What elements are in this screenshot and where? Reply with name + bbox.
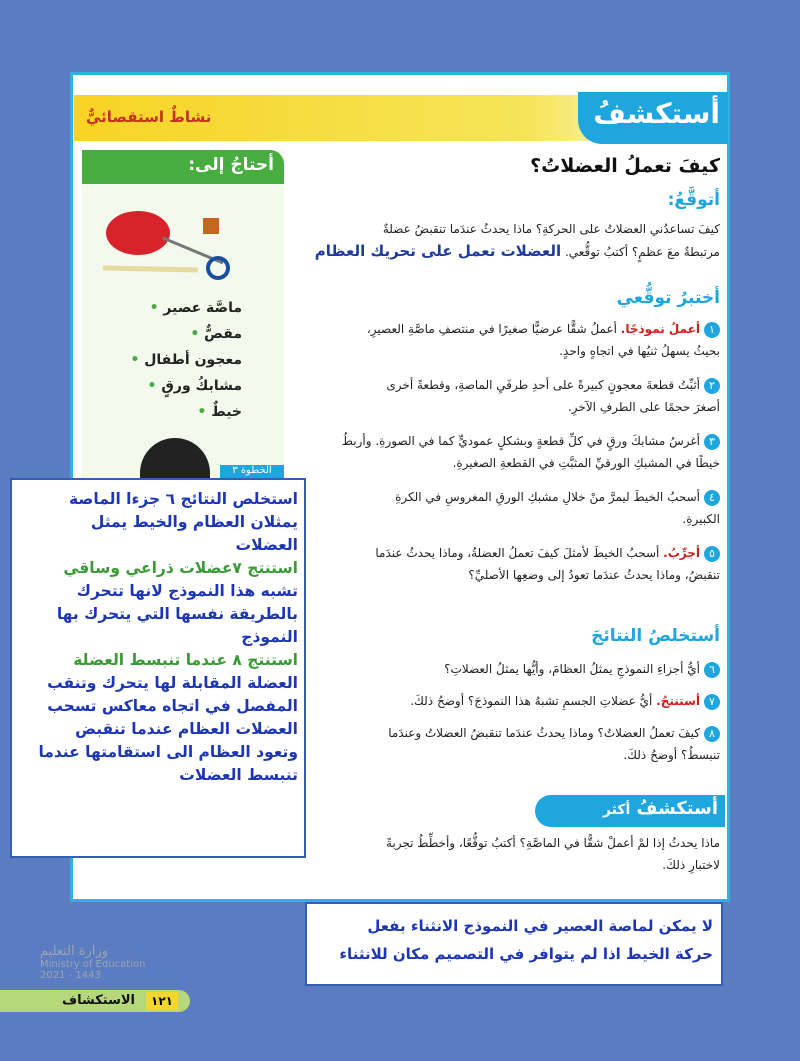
step-item: ٣أغرسُ مشابكَ ورقٍ في كلِّ قطعةٍ وبشكلٍ عموديٍّ كما في الصورةِ. وأربطُ خيطًا في المشبكِ الورقيِّ المثبَّتِ في القطعةِ الصغيرةِ. [341,434,720,470]
material-item: خيطٌ • [197,404,242,420]
material-item: ماصَّة عصير • [149,300,242,316]
conclusion-item: ٧أستنتجُ. أيُّ عضلاتِ الجسمِ تشبهُ هذا النموذجَ؟ أوضحُ ذلكَ. [300,690,720,712]
conclude-title: أستخلصُ النتائجَ [591,626,720,646]
steps-list [300,318,720,586]
answer-line: استخلص النتائج ٦ جزءا الماصة [69,490,298,508]
step-item: ١أعملُ نموذجًا. أعملُ شقًّا عرضيًّا صغيرًا في منتصفِ ماصَّةِ العصيرِ، بحيثُ يسهلُ ثنيُها في اتجاهٍ واحدٍ. [366,322,720,358]
conclusion-item: ٨كيفَ تعملُ العضلاتُ؟ وماذا يحدثُ عندَما تنقبضُ العضلاتُ وعندَما تنبسطُ؟ أوضحُ ذلكَ. [388,726,720,762]
conclusion-item: ٦أيُّ أجزاءِ النموذجِ يمثلُ العظامَ، وأيُّها يمثلُ العضلاتِ؟ [300,658,720,680]
materials-list [102,300,242,420]
answer-line: استنتج ٨ عندما تنبسط العضلة [73,651,298,669]
step-item: ٥أجرِّبُ. أسحبُ الخيطَ لأمثلَ كيفَ تعملُ العضلةُ، وماذا يحدثُ عندَما تنقبضُ، وماذا يحدثُ عندَما تعودُ إلى وضعِها الأصليِّ؟ [375,546,720,582]
material-item: معجون أطفال • [130,352,242,368]
materials-illustration [98,198,238,288]
test-title: أختبرُ توقُّعي [616,288,720,308]
material-item: مقصٌّ • [190,326,242,342]
handwritten-answer: العضلات تعمل على تحريك العظام [314,242,562,260]
explore-more-text: ماذا يحدثُ إذا لمْ أعملْ شقًّا في الماصَّةِ؟ أكتبُ توقُّعًا، وأخطِّطُ تجربةً لاختبارِ ذلكَ. [386,836,720,872]
material-item: مشابكُ ورقٍ • [147,378,242,394]
answer-line: يمثلان العظام والخيط يمثل [90,513,298,531]
ministry-logo: وزارة التعليم Ministry of Education 2021 - 1443 [40,944,146,981]
answer-line: تنبسط العضلات [179,766,298,784]
bottom-answer-text: لا يمكن لماصة العصير في النموذج الانثناء بفعل حركة الخيط اذا لم يتوافر في التصميم مكان للانثناء [339,917,713,963]
predict-line: مرتبطةٌ معَ عظمٍ؟ أكتبُ توقُّعي. العضلات تعمل على تحريك العظام [314,242,720,260]
step-item: ٤أسحبُ الخيطَ ليمرَّ منْ خلالِ مشبكِ الورقِ المغروسِ في الكرةِ الكبيرةِ. [395,490,720,526]
conclusions-list [300,658,720,766]
materials-title: أحتاجُ إلى: [188,155,274,175]
answer-line: العضلة المقابلة لها يتحرك وتنقب [47,674,298,692]
clay-icon [203,218,219,234]
predict-title: أتوقَّعُ: [667,190,720,210]
yarn-icon [106,211,170,255]
answer-line: بالطريقة نفسها التي يتحرك بها [56,605,298,623]
answer-line: العضلات [235,536,298,554]
answer-line: النموذج [241,628,298,646]
answer-line: تشبه هذا النموذج لانها تتحرك [76,582,298,600]
page-number: ١٢١ [146,992,178,1010]
activity-subtitle: نشاطٌ استقصائيٌّ [86,108,212,126]
answer-line: المفصل في اتجاه معاكس تسحب [47,697,298,715]
answer-line: استنتج ٧عضلات ذراعي وساقي [63,559,298,577]
explore-more-title: أستكشفُ أكثر [602,798,718,819]
step-tag: الخطوة ٣ [220,465,284,479]
answer-line: العضلات العظام عندما تنقبض [75,720,298,738]
predict-text [280,218,720,263]
page-title: أستكشفُ [593,97,720,130]
answer-lines [18,488,298,787]
footer-section: الاستكشاف [62,993,135,1008]
main-heading: كيفَ تعملُ العضلاتُ؟ [530,155,720,177]
answer-line: وتعود العظام الى استقامتها عندما [38,743,298,761]
predict-line: كيفَ تساعدُني العضلاتُ على الحركةِ؟ ماذا يحدثُ عندَما تنقبضُ عضلةٌ [382,222,720,236]
straw-icon [103,268,198,270]
step-item: ٢أثبِّتُ قطعةَ معجونٍ كبيرةً على أحدِ طرفَيِ الماصةِ، وقطعةً أخرى أصغرَ حجمًا على الطرفِ الآخرِ. [386,378,720,414]
